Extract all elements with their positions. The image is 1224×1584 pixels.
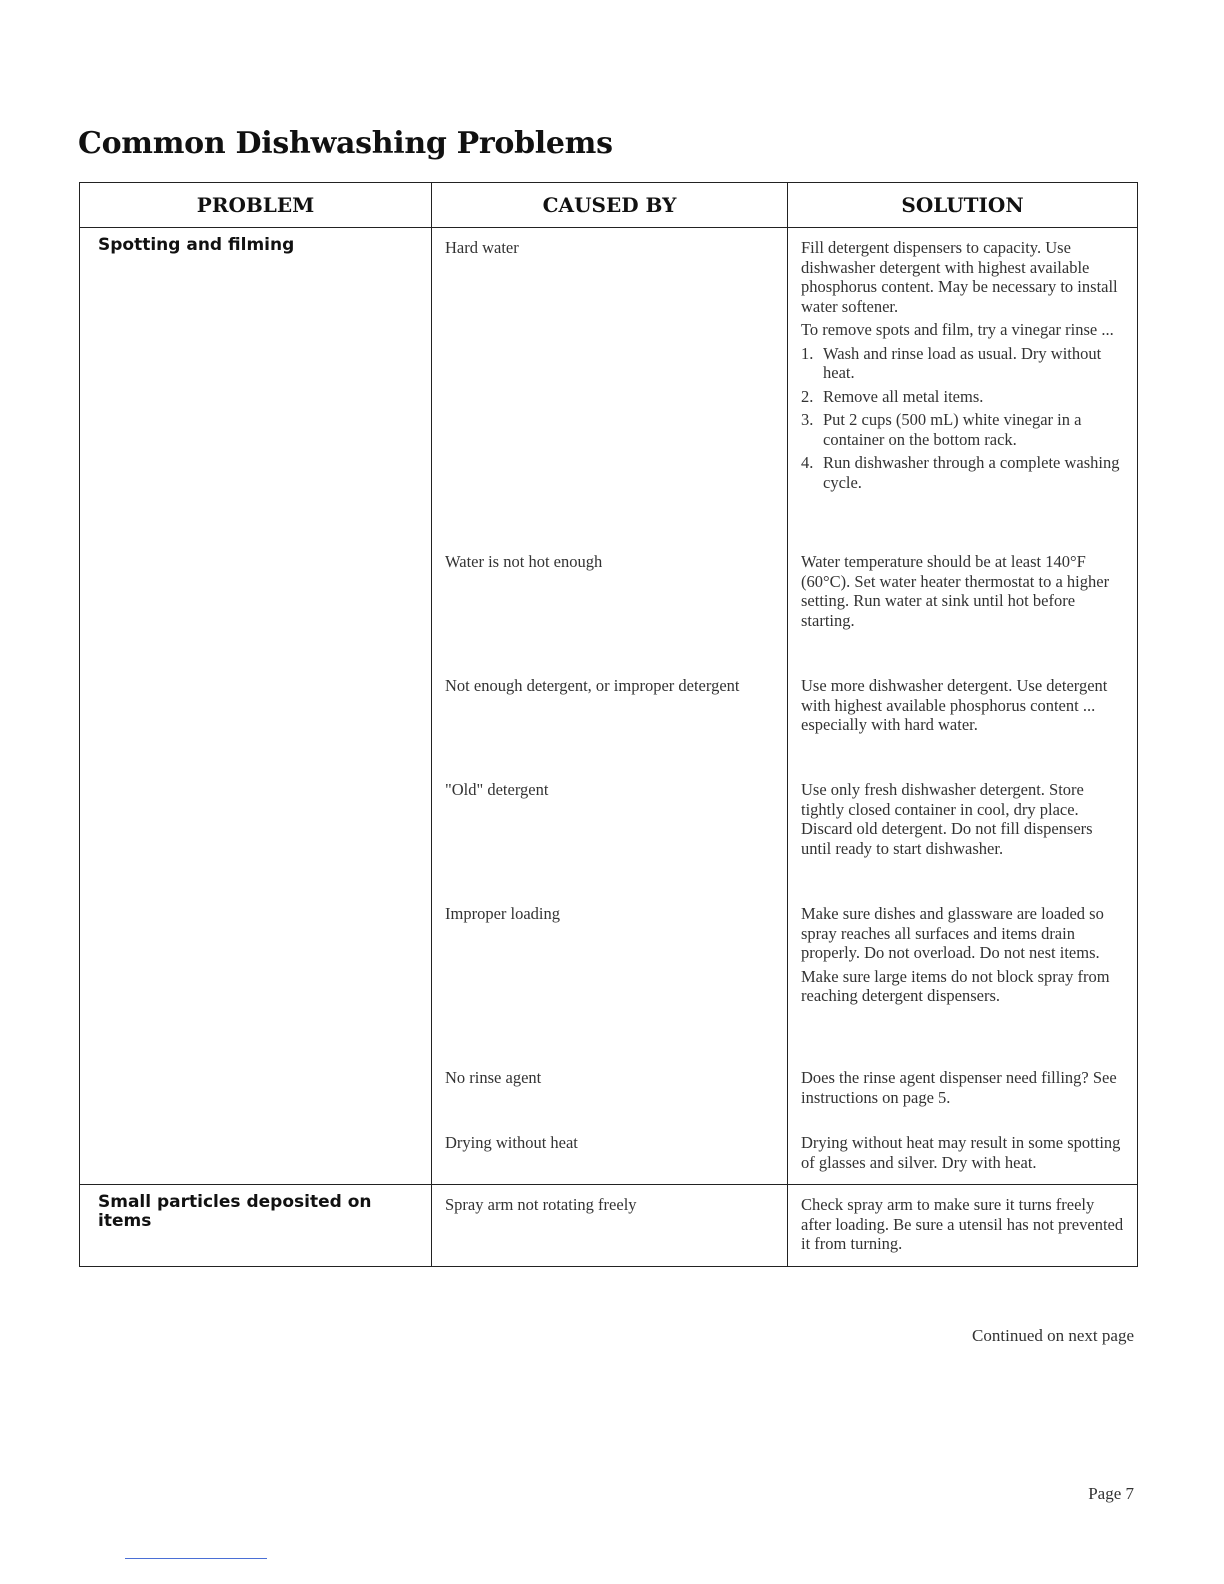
- solution-text: Use only fresh dishwasher detergent. Store tightly closed container in cool, dry place. Discard old detergent. Do not fill dispensers until ready to start dishwasher.: [801, 780, 1093, 858]
- table-header-row: [80, 183, 1138, 228]
- solutions-cell: [788, 1185, 1138, 1267]
- solution-text: Check spray arm to make sure it turns freely after loading. Be sure a utensil has not prevented it from turning.: [801, 1195, 1124, 1253]
- cause-entry: "Old" detergent: [445, 780, 549, 799]
- causes-cell: [432, 1185, 788, 1267]
- solution-entry: [801, 552, 1125, 676]
- page-title: Common Dishwashing Problems: [78, 126, 613, 161]
- cause-entry: Not enough detergent, or improper detergent: [445, 676, 740, 695]
- continued-note: Continued on next page: [972, 1326, 1134, 1345]
- problem-column-header: PROBLEM: [80, 183, 432, 228]
- solution-text: Use more dishwasher detergent. Use detergent with highest available phosphorus content ... especially with hard water.: [801, 676, 1108, 734]
- solution-entry: [801, 238, 1125, 552]
- list-item: [801, 453, 1125, 492]
- caused-by-column-header: CAUSED BY: [432, 183, 788, 228]
- cause-entry: Water is not hot enough: [445, 552, 603, 571]
- cause-entry: No rinse agent: [445, 1068, 542, 1087]
- list-item: [801, 344, 1125, 383]
- cause-entry: Improper loading: [445, 904, 561, 923]
- problems-table: [79, 182, 1138, 1267]
- solution-text: Water temperature should be at least 140°F (60°C). Set water heater thermostat to a higher setting. Run water at sink until hot before starting.: [801, 552, 1110, 630]
- list-item: [801, 410, 1125, 449]
- solution-text: Drying without heat may result in some spotting of glasses and silver. Dry with heat.: [801, 1133, 1121, 1172]
- cause-entry: Hard water: [445, 238, 519, 257]
- solution-text: Does the rinse agent dispenser need filling? See instructions on page 5.: [801, 1068, 1117, 1107]
- step-text: Remove all metal items.: [823, 386, 984, 406]
- cause-entry: Drying without heat: [445, 1133, 578, 1152]
- bottom-rule: [125, 1558, 267, 1559]
- step-number: 4.: [801, 453, 814, 472]
- problem-cell: Small particles deposited on items: [80, 1185, 432, 1267]
- solution-text: To remove spots and film, try a vinegar rinse ...: [801, 320, 1114, 339]
- solution-text: Make sure dishes and glassware are loaded so spray reaches all surfaces and items drain properly. Do not overload. Do not nest items.: [801, 904, 1104, 962]
- solution-entry: [801, 1133, 1125, 1172]
- step-text: Wash and rinse load as usual. Dry without heat.: [823, 343, 1102, 382]
- solution-column-header: SOLUTION: [788, 183, 1138, 228]
- solution-entry: [801, 904, 1125, 1068]
- list-item: [801, 387, 1125, 407]
- solutions-cell: [788, 228, 1138, 1185]
- step-number: 2.: [801, 386, 814, 406]
- page-number: Page 7: [1088, 1484, 1134, 1503]
- vinegar-rinse-steps: [801, 344, 1125, 493]
- step-number: 1.: [801, 343, 814, 363]
- solution-text: Fill detergent dispensers to capacity. Use dishwasher detergent with highest available phosphorus content. May be necessary to install water softener.: [801, 238, 1118, 316]
- step-text: Run dishwasher through a complete washing cycle.: [823, 453, 1120, 492]
- table-row: [80, 1185, 1138, 1267]
- cause-entry: Spray arm not rotating freely: [445, 1195, 637, 1214]
- step-text: Put 2 cups (500 mL) white vinegar in a container on the bottom rack.: [823, 410, 1082, 449]
- step-number: 3.: [801, 410, 814, 429]
- causes-cell: [432, 228, 788, 1185]
- problem-cell: Spotting and filming: [80, 228, 432, 1185]
- table-row: [80, 228, 1138, 1185]
- solution-entry: [801, 780, 1125, 904]
- solution-entry: [801, 1195, 1125, 1254]
- solution-entry: [801, 1068, 1125, 1133]
- solution-entry: [801, 676, 1125, 780]
- solution-text: Make sure large items do not block spray from reaching detergent dispensers.: [801, 966, 1110, 1005]
